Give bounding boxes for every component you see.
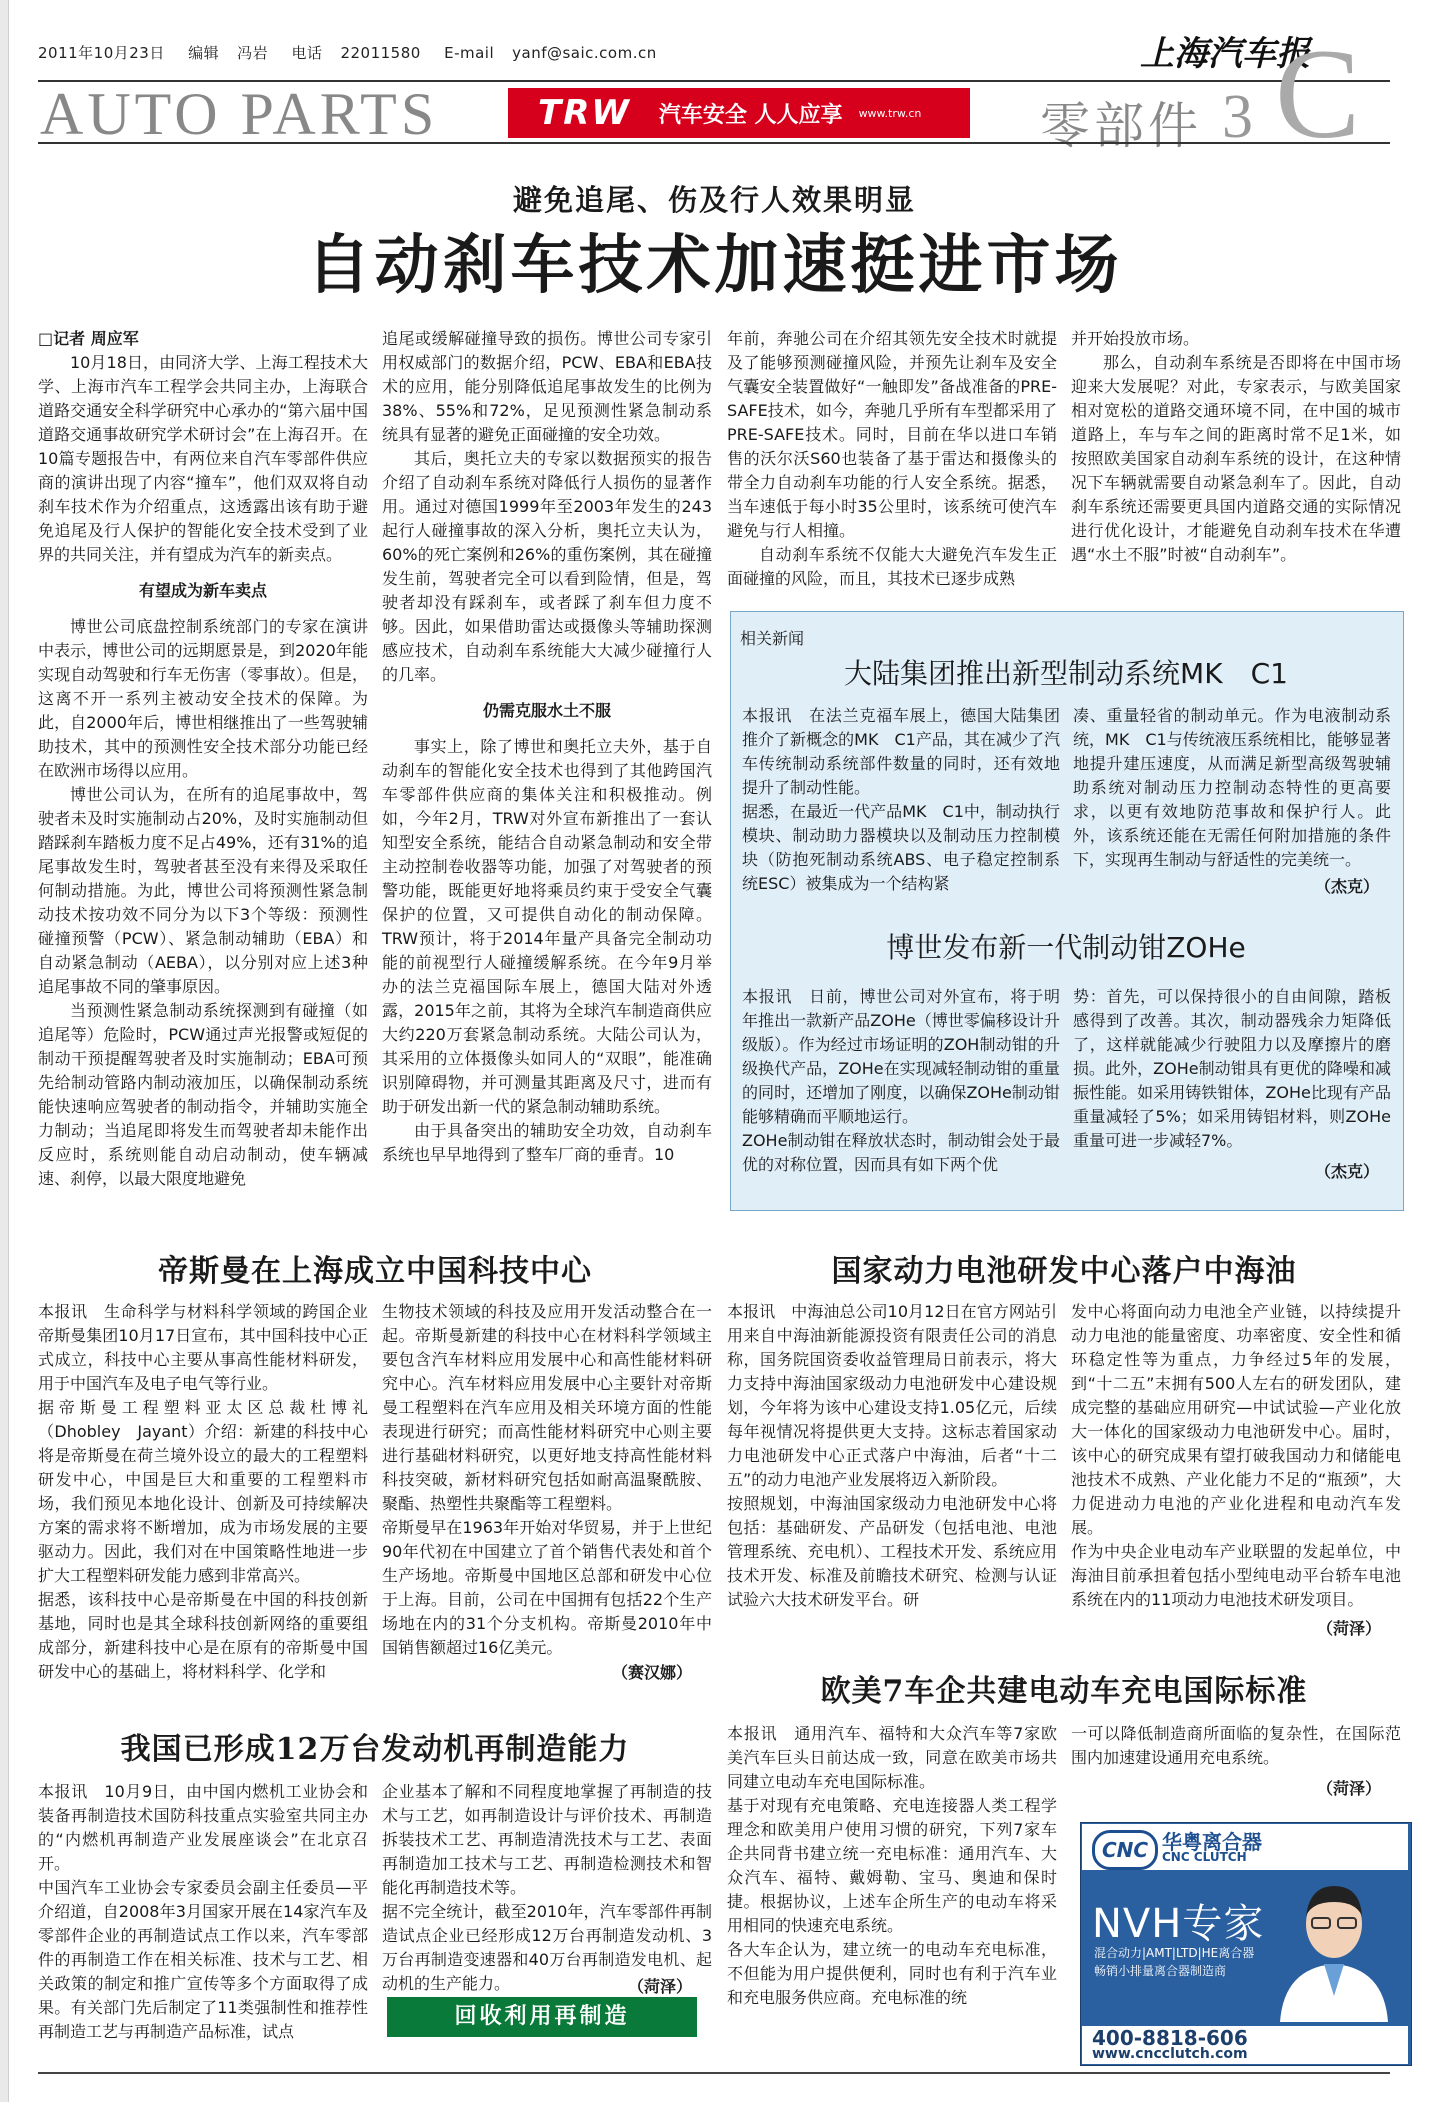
related-article-1-sign: （杰克） [1314, 877, 1379, 896]
lead-paragraph: 当预测性紧急制动系统探测到有碰撞（如追尾等）危险时，PCW通过声光报警或短促的制动干预提醒驾驶者及时实施制动；EBA可预先给制动管路内制动液加压，以确保制动系统能快速响应驾驶者的制动指令，并辅助实施全力制动；当追尾即将发生而驾驶者却未能作出反应时，系统则能自动启动制动，使车辆减速、刹停，以最大限度地避免 [38, 1001, 368, 1188]
lead-paragraph: 博世公司认为，在所有的追尾事故中，驾驶者未及时实施制动占20%，及时实施制动但踏踩刹车踏板力度不足占49%，还有31%的追尾事故发生时，驾驶者甚至没有来得及采取任何制动措施。为此，博世公司将预测性紧急制动技术按功效不同分为以下3个等级：预测性碰撞预警（PCW）、紧急制动辅助（EBA）和自动紧急制动（AEBA），以分别对应上述3种追尾事故不同的肇事原因。 [38, 785, 368, 996]
lead-paragraph: 自动刹车系统不仅能大大避免汽车发生正面碰撞的风险，而且，其技术已逐步成熟 [727, 545, 1057, 588]
battery-article-column-1: 本报讯 中海油总公司10月12日在官方网站引用来自中海油新能源投资有限责任公司的消息称，国务院国资委收益管理局日前表示，将大力支持中海油国家级动力电池研发中心建设规划，今年将为该中心建设支持1.05亿元，后续每年视情况将提供更大支持。这标志着国家动力电池研发中心正式落户中海油，后者“十二五”的动力电池产业发展将迈入新阶段。 按照规划，中海油国家级动力电池研发中心将包括：基础研发、产品研发（包括电池、电池管理系统、充电机）、工程技术开发、系统应用技术开发、标准及前瞻技术研究、检测与认证试验六大技术研发平台。研 [727, 1302, 1057, 1609]
charging-article-column-1: 本报讯 通用汽车、福特和大众汽车等7家欧美汽车巨头日前达成一致，同意在欧美市场共同建立电动车充电国际标准。 基于对现有充电策略、充电连接器人类工程学理念和欧美用户使用习惯的研究，下列7家车企共同背书建立统一充电标准：通用汽车、大众汽车、福特、戴姆勒、宝马、奥迪和保时捷。根据协议，上述车企所生产的电动车将采用相同的快速充电系统。 各大车企认为，建立统一的电动车充电标准，不但能为用户提供便利，同时也有利于汽车业和充电服务供应商。充电标准的统 [727, 1724, 1057, 2007]
header-info [38, 42, 675, 63]
related-article-1-column-2: 凑、重量轻省的制动单元。作为电液制动系统，MK C1与传统液压系统相比，能够显著地提升建压速度，从而满足新型高级驾驶辅助系统对制动压力控制动态特性的更高要求，以更有效地防范事故和保护行人。此外，该系统还能在无需任何附加措施的条件下，实现再生制动与舒适性的完美统一。 [1073, 706, 1391, 869]
header-editor-label: 编辑 [188, 44, 220, 62]
lead-paragraph: 10月18日，由同济大学、上海工程技术大学、上海市汽车工程学会共同主办，上海联合道路交通安全科学研究中心承办的“第六届中国道路交通事故研究学术研讨会”在上海召开。在10篇专题报告中，有两位来自汽车零部件供应商的演讲出现了内容“撞车”，他们双双将自动刹车技术作为介绍重点，这透露出该有助于避免追尾及行人保护的智能化安全技术受到了业界的共同关注，并有望成为汽车的新卖点。 [38, 353, 368, 564]
cnc-logo: CNC [1092, 1830, 1158, 1870]
dsm-article-sign: （赛汉娜） [611, 1663, 692, 1682]
dsm-article-column-1: 本报讯 生命科学与材料科学领域的跨国企业帝斯曼集团10月17日宣布，其中国科技中心正式成立，科技中心主要从事高性能材料研发，用于中国汽车及电子电气等行业。 据帝斯曼工程塑料亚太区总裁杜博礼（Dhobley Jayant）介绍：新建的科技中心将是帝斯曼在荷兰境外设立的最大的工程塑料研发中心，中国是巨大和重要的工程塑料市场，我们预见本地化设计、创新及可持续解决方案的需求将不断增加，成为市场发展的主要驱动力。因此，我们对在中国策略性地进一步扩大工程塑料研发能力感到非常高兴。 据悉，该科技中心是帝斯曼在中国的科技创新基地，同时也是其全球科技创新网络的重要组成部分，新建科技中心是在原有的帝斯曼中国研发中心的基础上，将材料科学、化学和 [38, 1302, 368, 1681]
header-phone: 22011580 [340, 44, 421, 62]
page-number: 3 [1222, 83, 1253, 151]
lead-subheading: 仍需克服水土不服 [482, 701, 611, 720]
engine-article-sign: （菏泽） [627, 1977, 692, 1996]
charging-article-title: 欧美7车企共建电动车充电国际标准 [820, 1674, 1308, 1709]
cnc-headline: NVH专家 [1092, 1901, 1265, 1947]
trw-slogan: 汽车安全 人人应享 [658, 102, 843, 128]
trw-url: www.trw.cn [858, 106, 922, 120]
trw-logo: TRW [538, 93, 631, 133]
page-edge-strip [0, 0, 9, 2102]
paper-name: 上海汽车报 [1140, 34, 1310, 74]
dsm-article-title: 帝斯曼在上海成立中国科技中心 [158, 1254, 592, 1289]
related-article-2-sign: （杰克） [1314, 1162, 1379, 1181]
section-name-cn: 零部件 [1040, 97, 1202, 155]
footer-rule [38, 2072, 1390, 2074]
lead-title: 自动刹车技术加速挺进市场 [306, 229, 1123, 303]
lead-paragraph: 那么，自动刹车系统是否即将在中国市场迎来大发展呢？对此，专家表示，与欧美国家相对宽松的道路交通环境不同，在中国的城市道路上，车与车之间的距离时常不足1米，如按照欧美国家自动刹车系统的设计，在这种情况下车辆就需要自动紧急刹车了。因此，自动刹车系统还需要更具国内道路交通的实际情况进行优化设计，才能避免自动刹车技术在华遭遇“水土不服”时被“自动刹车”。 [1071, 353, 1401, 564]
charging-article-sign: （菏泽） [1316, 1779, 1381, 1798]
recycle-banner: 回收利用再制造 [387, 1997, 697, 2037]
cnc-name-en: CNC CLUTCH [1162, 1850, 1247, 1864]
related-news-label: 相关新闻 [740, 629, 805, 648]
related-article-2-column-1: 本报讯 日前，博世公司对外宣布，将于明年推出一款新产品ZOHe（博世零偏移设计升级版）。作为经过市场证明的ZOH制动钳的升级换代产品，ZOHe在实现减轻制动钳的重量的同时，还增加了刚度，以确保ZOHe制动钳能够精确而平顺地运行。 ZOHe制动钳在释放状态时，制动钳会处于最优的对称位置，因而具有如下两个优 [742, 987, 1060, 1174]
section-rule [38, 142, 1390, 144]
lead-byline: □记者 周应军 [38, 329, 139, 348]
cnc-phone: 400-8818-606 [1092, 2026, 1248, 2050]
spokesperson-image [1270, 1872, 1398, 2022]
page-letter: C [1275, 23, 1361, 165]
battery-article-sign: （菏泽） [1316, 1619, 1381, 1638]
header-email-label: E-mail [444, 44, 495, 62]
dsm-article-column-2: 生物技术领域的科技及应用开发活动整合在一起。帝斯曼新建的科技中心在材料科学领域主要包含汽车材料应用发展中心和高性能材料研究中心。汽车材料应用发展中心主要针对帝斯曼工程塑料在汽车应用及相关环境方面的性能表现进行研究；而高性能材料研究中心则主要进行基础材料研究，以更好地支持高性能材料科技突破，新材料研究包括如耐高温聚酰胺、聚酯、热塑性共聚酯等工程塑料。 帝斯曼早在1963年开始对华贸易，并于上世纪90年代初在中国建立了首个销售代表处和首个生产场地。帝斯曼中国地区总部和研发中心位于上海。目前，公司在中国拥有包括22个生产场地在内的31个分支机构。帝斯曼2010年中国销售额超过16亿美元。 [382, 1302, 712, 1657]
related-article-2-column-2: 势：首先，可以保持很小的自由间隙，踏板感得到了改善。其次，制动器残余力矩降低了，这样就能减少行驶阻力以及摩擦片的磨损。此外，ZOHe制动钳具有更优的降噪和减振性能。如采用铸铁钳体，ZOHe比现有产品重量减轻了5%；如采用铸铝材料，则ZOHe重量可进一步减轻7%。 [1073, 987, 1391, 1150]
related-article-1-title: 大陆集团推出新型制动系统MK C1 [844, 657, 1288, 690]
charging-article-column-2: 一可以降低制造商所面临的复杂性，在国际范围内加速建设通用充电系统。 [1071, 1724, 1401, 1767]
cnc-description: 混合动力|AMT|LTD|HE离合器 畅销小排量离合器制造商 [1094, 1946, 1255, 1978]
header-date: 2011年10月23日 [38, 44, 165, 62]
lead-paragraph: 由于具备突出的辅助安全功效，自动刹车系统也早早地得到了整车厂商的垂青。10 [382, 1121, 712, 1164]
lead-paragraph: 追尾或缓解碰撞导致的损伤。博世公司专家引用权威部门的数据介绍，PCW、EBA和EBA技术的应用，能分别降低追尾事故发生的比例为38%、55%和72%，足见预测性紧急制动系统具有显著的避免正面碰撞的安全功效。 [382, 329, 712, 444]
header-editor: 冯岩 [237, 44, 269, 62]
lead-column-4 [1071, 327, 1401, 597]
battery-article-title: 国家动力电池研发中心落户中海油 [831, 1254, 1297, 1289]
lead-column-1 [38, 327, 368, 1217]
battery-article-column-2: 发中心将面向动力电池全产业链，以持续提升动力电池的能量密度、功率密度、安全性和循环稳定性等为重点，力争经过5年的发展，到“十二五”末拥有500人左右的研发团队，建成完整的基础应用研究—中试试验—产业化放大一体化的国家级动力电池研发中心。届时，该中心的研究成果有望打破我国动力和储能电池技术不成熟、产业化能力不足的“瓶颈”，大力促进动力电池的产业化进程和电动汽车发展。 作为中央企业电动车产业联盟的发起单位，中海油目前承担着包括小型纯电动平台轿车电池系统在内的11项动力电池技术研发项目。 [1071, 1302, 1401, 1609]
lead-paragraph: 年前，奔驰公司在介绍其领先安全技术时就提及了能够预测碰撞风险，并预先让刹车及安全气囊安全装置做好“一触即发”备战准备的PRE-SAFE技术，如今，奔驰几乎所有车型都采用了PRE-SAFE技术。同时，目前在华以进口车销售的沃尔沃S60也装备了基于雷达和摄像头的带全力自动刹车功能的行人安全系统。据悉，当车速低于每小时35公里时，该系统可使汽车避免与行人相撞。 [727, 329, 1057, 540]
lead-paragraph: 博世公司底盘控制系统部门的专家在演讲中表示，博世公司的远期愿景是，到2020年能实现自动驾驶和行车无伤害（零事故）。但是，这离不开一系列主被动安全技术的保障。为此，自2000年后，博世相继推出了一些驾驶辅助技术，其中的预测性安全技术部分功能已经在欧洲市场得以应用。 [38, 617, 368, 780]
lead-column-3 [727, 327, 1057, 597]
engine-article-column-1: 本报讯 10月9日，由中国内燃机工业协会和装备再制造技术国防科技重点实验室共同主办的“内燃机再制造产业发展座谈会”在北京召开。 中国汽车工业协会专家委员会副主任委员—平介绍道，自2008年3月国家开展在14家汽车及零部件企业的再制造试点工作以来，汽车零部件的再制造工作在相关标准、技术与工艺、相关政策的制定和推广宣传等多个方面取得了成果。有关部门先后制定了11类强制性和推荐性再制造工艺与再制造产品标准，试点 [38, 1782, 368, 2041]
cnc-url: www.cncclutch.com [1092, 2046, 1248, 2062]
engine-article-column-2: 企业基本了解和不同程度地掌握了再制造的技术与工艺，如再制造设计与评价技术、再制造拆装技术工艺、再制造清洗技术与工艺、表面再制造加工技术与工艺、再制造检测技术和智能化再制造技术等。 据不完全统计，截至2010年，汽车零部件再制造试点企业已经形成12万台再制造发动机、3万台再制造变速器和40万台再制造发电机、起动机的生产能力。 [382, 1782, 712, 1993]
related-article-2-title: 博世发布新一代制动钳ZOHe [886, 931, 1246, 964]
lead-paragraph: 事实上，除了博世和奥托立夫外，基于自动刹车的智能化安全技术也得到了其他跨国汽车零部件供应商的集体关注和积极推动。例如，今年2月，TRW对外宣布新推出了一套认知型安全系统，能结合自动紧急制动和安全带主动控制卷收器等功能，加强了对驾驶者的预警功能，既能更好地将乘员约束于受安全气囊保护的位置，又可提供自动化的制动保障。TRW预计，将于2014年量产具备完全制动功能的前视型行人碰撞缓解系统。在今年9月举办的法兰克福国际车展上，德国大陆对外透露，2015年之前，其将为全球汽车制造商供应大约220万套紧急制动系统。大陆公司认为，其采用的立体摄像头如同人的“双眼”，能准确识别障碍物，并可测量其距离及尺寸，进而有助于研发出新一代的紧急制动辅助系统。 [382, 737, 712, 1116]
lead-subheading: 有望成为新车卖点 [138, 581, 267, 600]
section-name-en: AUTO PARTS [40, 81, 439, 147]
lead-subtitle: 避免追尾、伤及行人效果明显 [512, 183, 916, 217]
lead-column-2 [382, 327, 712, 1217]
lead-paragraph: 并开始投放市场。 [1071, 329, 1200, 348]
related-article-1-column-1: 本报讯 在法兰克福车展上，德国大陆集团推介了新概念的MK C1产品，其在减少了汽车传统制动系统部件数量的同时，还有效地提升了制动性能。 据悉，在最近一代产品MK C1中，制动执行模块、制动助力器模块以及制动压力控制模块（防抱死制动系统ABS、电子稳定控制系统ESC）被集成为一个结构紧 [742, 706, 1060, 893]
trw-ad-banner [508, 88, 970, 138]
engine-article-title: 我国已形成12万台发动机再制造能力 [120, 1732, 630, 1767]
header-email: yanf@saic.com.cn [512, 44, 657, 62]
header-phone-label: 电话 [291, 44, 323, 62]
lead-paragraph: 其后，奥托立夫的专家以数据预实的报告介绍了自动刹车系统对降低行人损伤的显著作用。通过对德国1999年至2003年发生的243起行人碰撞事故的深入分析，奥托立夫认为，60%的死亡案例和26%的重伤案例，其在碰撞发生前，驾驶者完全可以看到险情，但是，驾驶者却没有踩刹车，或者踩了刹车但力度不够。因此，如果借助雷达或摄像头等辅助探测感应技术，自动刹车系统能大大减少碰撞行人的几率。 [382, 449, 712, 684]
cnc-name-cn: 华粤离合器 [1162, 1830, 1262, 1854]
